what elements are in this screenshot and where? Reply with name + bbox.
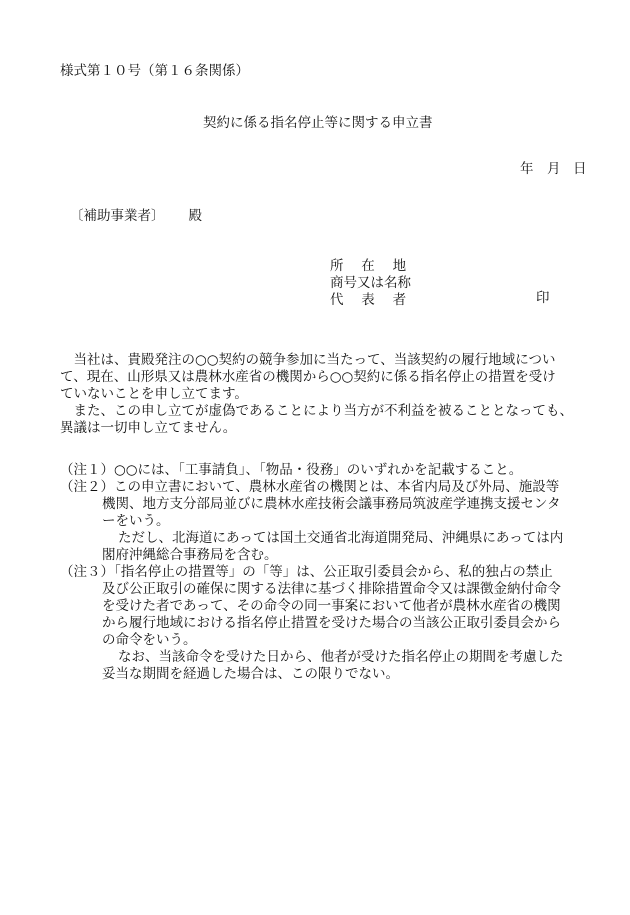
addressee — [70, 210, 202, 224]
note-3-cont: の命令をいう。 — [102, 632, 197, 648]
statement-line: 異議は一切申し立てません。 — [60, 420, 237, 436]
note-2-cont: 機関、地方支分部局並びに農林水産技術会議事務局筑波産学連携支援センタ — [102, 496, 561, 512]
note-3-proviso: なお、当該命令を受けた日から、他者が受けた指名停止の期間を考慮した — [118, 649, 564, 665]
addressee-honorific: 殿 — [188, 208, 202, 224]
document-title: 契約に係る指名停止等に関する申立書 — [203, 115, 433, 131]
address-label: 所 在 地 — [330, 258, 407, 274]
note-2-proviso: ただし、北海道にあっては国土交通省北海道開発局、沖縄県にあっては内 — [118, 530, 564, 546]
addressee-name: 〔補助事業者〕 — [70, 208, 165, 224]
company-name-label: 商号又は名称 — [330, 275, 411, 291]
statement-line: ていないことを申し立てます。 — [60, 386, 248, 402]
statement-line: て、現在、山形県又は農林水産省の機関から○○契約に係る指名停止の措置を受け — [60, 369, 556, 385]
applicant-name-row — [330, 275, 420, 292]
seal-mark: 印 — [536, 290, 550, 306]
note-2: （注２）この申立書において、農林水産省の機関とは、本省内局及び外局、施設等 — [60, 479, 560, 495]
statement-body — [60, 352, 573, 437]
date-year: 年 — [520, 161, 534, 177]
note-3-cont: から履行地域における指名停止措置を受けた場合の当該公正取引委員会から — [102, 615, 561, 631]
date-day: 日 — [573, 161, 587, 177]
date-line — [520, 163, 587, 177]
date-month: 月 — [547, 161, 561, 177]
note-1: （注１）○○には、「工事請負」、「物品・役務」のいずれかを記載すること。 — [60, 462, 523, 478]
statement-line: 当社は、貴殿発注の○○契約の競争参加に当たって、当該契約の履行地域につい — [60, 352, 556, 368]
note-2-proviso-cont: 閣府沖縄総合事務局を含む。 — [102, 547, 278, 563]
note-3-cont: 及び公正取引の確保に関する法律に基づく排除措置命令又は課徴金納付命令 — [102, 581, 561, 597]
note-3-cont: を受けた者であって、その命令の同一事案において他者が農林水産省の機関 — [102, 598, 561, 614]
note-3: （注３）「指名停止の措置等」の「等」は、公正取引委員会から、私的独占の禁止 — [60, 564, 553, 580]
applicant-rep-row — [330, 292, 420, 309]
notes-section — [60, 462, 564, 683]
applicant-block — [330, 258, 550, 309]
note-2-cont: ーをいう。 — [102, 513, 170, 529]
applicant-address-row — [330, 258, 420, 275]
form-number: 様式第１０号（第１６条関係） — [60, 63, 249, 79]
statement-line: また、この申し立てが虚偽であることにより当方が不利益を被ることとなっても、 — [60, 403, 573, 419]
representative-label: 代 表 者 — [330, 292, 407, 308]
note-3-proviso-cont: 妥当な期間を経過した場合は、この限りでない。 — [102, 666, 399, 682]
